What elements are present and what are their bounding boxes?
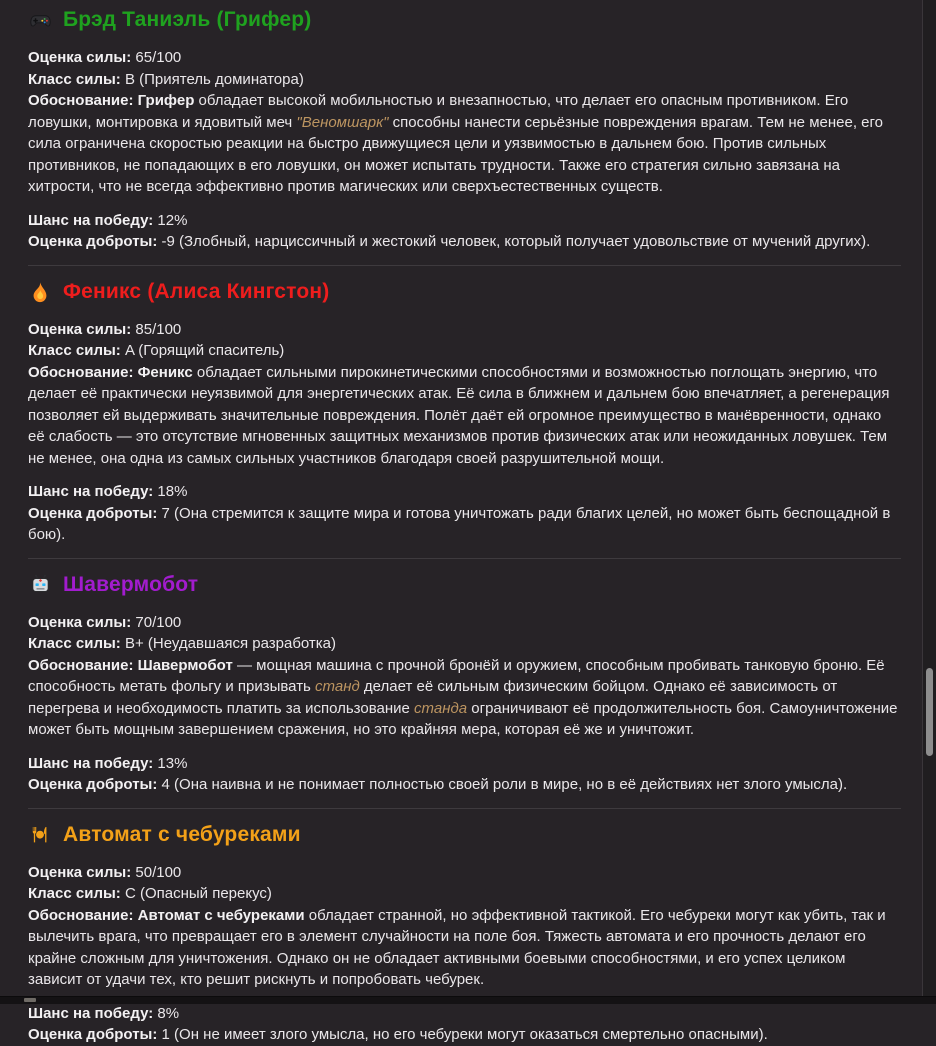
power-class-label: Класс силы:: [28, 635, 121, 652]
stats-block: [28, 47, 901, 198]
character-name: Шавермобот: [63, 572, 199, 596]
kindness-value: -9 (Злобный, нарциссичный и жестокий человек, который получает удовольствие от мучений других).: [161, 233, 871, 250]
character-name: Брэд Таниэль (Грифер): [63, 8, 312, 32]
kindness-label: Оценка доброты:: [28, 1026, 158, 1043]
justification-text: Обоснование: Феникс обладает сильными пирокинетическими способностями и возможностью поглощать энергию, что делает её практически неуязвимой для энергетических атак. Её сила в ближнем и дальнем бою впечатляет, а регенерация позволяет ей выдерживать значительные повреждения. Полёт даёт ей огромное преимущество в манёвренности, однако её слабость — это отсутствие мгновенных защитных механизмов против физических атак или неожиданных ловушек. Тем не менее, она одна из самых сильных участников благодаря своей разрушительной мощи.: [28, 363, 890, 467]
power-class-label: Класс силы:: [28, 342, 121, 359]
character-name: Феникс (Алиса Кингстон): [63, 279, 330, 303]
character-name: Автомат с чебуреками: [63, 822, 301, 846]
section-divider: [28, 558, 901, 559]
win-chance-value: 18%: [157, 483, 188, 500]
bottom-edge: [0, 996, 936, 1004]
justification-text: Обоснование: Грифер обладает высокой мобильностью и внезапностью, что делает его опасным противником. Его ловушки, монтировка и ядовитый меч "Веномшарк" способны нанести серьёзные повреждения врагам. Тем не менее, его сила ограничена скоростью реакции на быстро движущиеся цели и уязвимостью в дальнем бою. Против сильных противников, не попадающих в его ловушки, он может испытать трудности. Также его стратегия сильно завязана на хитрости, что не всегда эффективно против магических или сверхъестественных существ.: [28, 92, 883, 195]
win-chance-label: Шанс на победу:: [28, 1004, 154, 1022]
stats-block: [28, 319, 901, 470]
character-heading: [28, 280, 901, 304]
power-rating-value: 85/100: [135, 320, 182, 338]
power-rating-label: Оценка силы:: [28, 49, 132, 66]
character-section: [28, 558, 901, 796]
bottom-edge-mark: [24, 998, 36, 1002]
gamepad-icon: [28, 8, 52, 32]
outcome-block: [28, 753, 901, 796]
outcome-block: [28, 210, 901, 253]
character-heading: [28, 8, 901, 32]
kindness-label: Оценка доброты:: [28, 233, 158, 250]
win-chance-value: 13%: [157, 754, 188, 772]
kindness-value: 7 (Она стремится к защите мира и готова уничтожать ради благих целей, но может быть беспощадной в бою).: [28, 504, 891, 543]
character-heading: [28, 573, 901, 597]
outcome-block: [28, 481, 901, 546]
justification-text: Обоснование: Шавермобот — мощная машина с прочной бронёй и оружием, способным пробивать танковую броню. Её способность метать фольгу и призывать станд делает её сильным физическим бойцом. Однако её зависимость от перегрева и необходимость платить за использование станда ограничивают её продолжительность боя. Самоуничтожение может быть мощным завершением сражения, но это крайняя мера, которая её же и уничтожит.: [28, 656, 898, 738]
power-class-label: Класс силы:: [28, 70, 121, 88]
scrollbar-thumb[interactable]: [926, 668, 933, 756]
power-class-value: A (Горящий спаситель): [124, 342, 285, 359]
win-chance-value: 8%: [157, 1004, 180, 1022]
power-class-value: C (Опасный перекус): [124, 885, 272, 902]
kindness-value: 4 (Она наивна и не понимает полностью своей роли в мире, но в её действиях нет злого умысла).: [161, 776, 848, 793]
section-divider: [28, 808, 901, 809]
kindness-label: Оценка доброты:: [28, 776, 158, 793]
power-rating-value: 70/100: [135, 613, 182, 631]
power-class-label: Класс силы:: [28, 885, 121, 902]
power-rating-label: Оценка силы:: [28, 613, 132, 631]
stats-block: [28, 612, 901, 741]
power-class-value: B+ (Неудавшаяся разработка): [124, 635, 337, 652]
power-class-value: B (Приятель доминатора): [124, 70, 304, 88]
dining-icon: [28, 823, 52, 847]
power-rating-label: Оценка силы:: [28, 320, 132, 338]
kindness-value: 1 (Он не имеет злого умысла, но его чебуреки могут оказаться смертельно опасными).: [161, 1026, 768, 1043]
win-chance-label: Шанс на победу:: [28, 483, 154, 500]
justification-text: Обоснование: Автомат с чебуреками обладает странной, но эффективной тактикой. Его чебуреки могут как убить, так и вылечить врага, что превращает его в элемент случайности на поле боя. Тяжесть автомата и его прочность делают его крайне сложным для уничтожения. Однако он не обладает активными боевыми способностями, и его успех целиком зависит от удачи тех, кто решит рискнуть и попробовать чебурек.: [28, 906, 886, 988]
vertical-scrollbar[interactable]: [922, 0, 936, 1004]
character-section: [28, 8, 901, 253]
character-section: [28, 265, 901, 546]
win-chance-label: Шанс на победу:: [28, 211, 154, 229]
outcome-block: [28, 1003, 901, 1046]
power-rating-value: 50/100: [135, 863, 182, 881]
stats-block: [28, 862, 901, 991]
win-chance-value: 12%: [157, 211, 188, 229]
power-rating-value: 65/100: [135, 49, 182, 66]
robot-icon: [28, 573, 52, 597]
section-divider: [28, 265, 901, 266]
kindness-label: Оценка доброты:: [28, 504, 158, 522]
power-rating-label: Оценка силы:: [28, 863, 132, 881]
win-chance-label: Шанс на победу:: [28, 754, 154, 772]
fire-icon: [28, 280, 52, 304]
character-heading: [28, 823, 901, 847]
character-section: [28, 808, 901, 1046]
